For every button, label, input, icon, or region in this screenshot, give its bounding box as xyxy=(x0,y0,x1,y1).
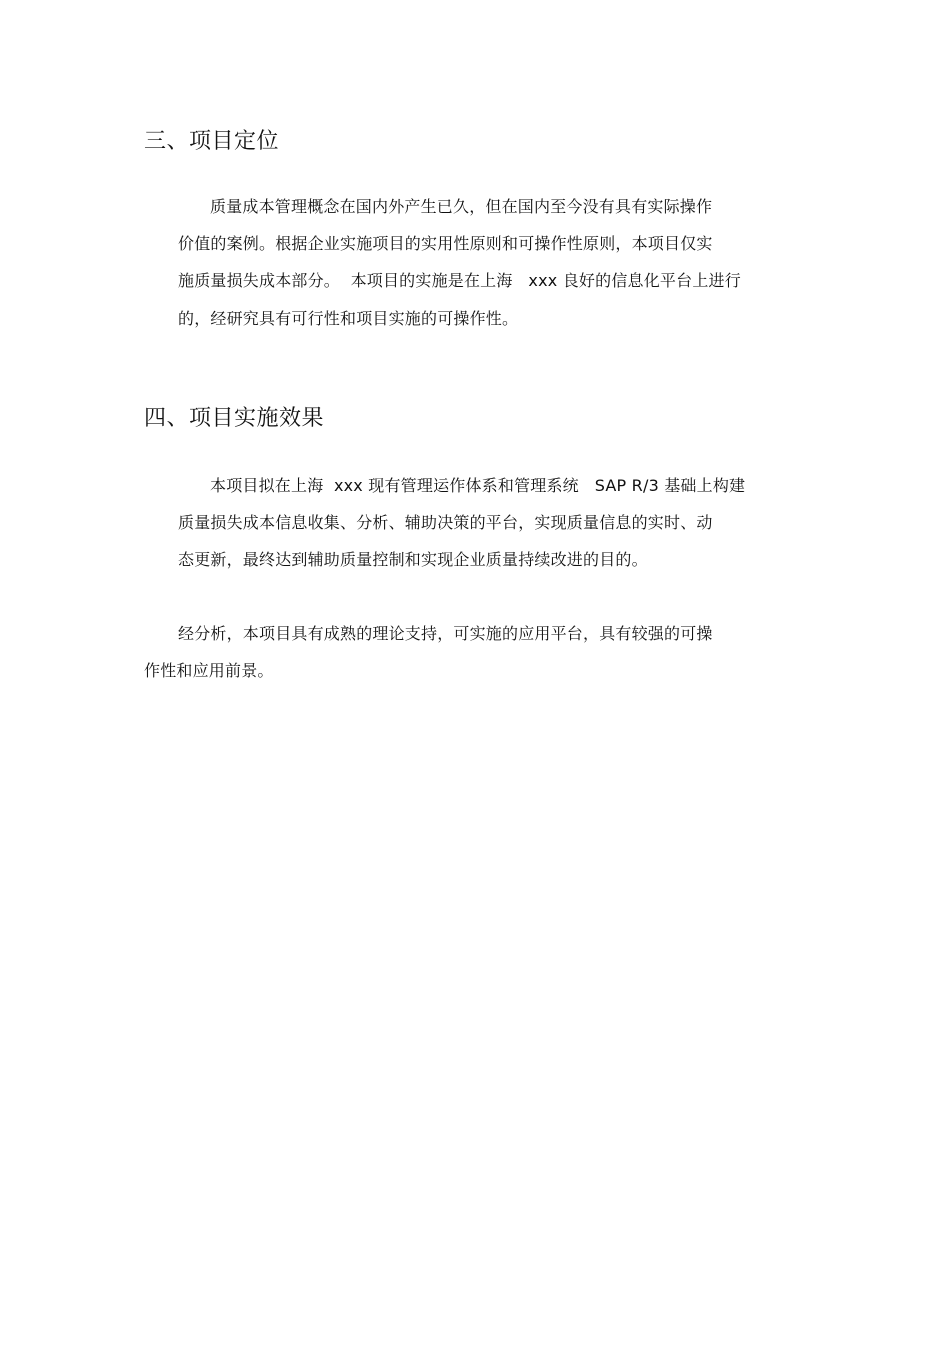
paragraph-line: 经分析，本项目具有成熟的理论支持，可实施的应用平台，具有较强的可操 xyxy=(178,624,713,643)
paragraph-line: 态更新，最终达到辅助质量控制和实现企业质量持续改进的目的。 xyxy=(178,550,648,569)
section-heading-effects: 四、项目实施效果 xyxy=(144,406,325,431)
paragraph-line: 施质量损失成本部分。 本项目的实施是在上海 xxx 良好的信息化平台上进行 xyxy=(178,271,741,290)
paragraph-line: 质量成本管理概念在国内外产生已久，但在国内至今没有具有实际操作 xyxy=(210,197,713,216)
paragraph-line: 本项目拟在上海 xxx 现有管理运作体系和管理系统 SAP R/3 基础上构建 xyxy=(210,476,746,495)
paragraph-line: 作性和应用前景。 xyxy=(144,661,274,680)
paragraph-line: 的，经研究具有可行性和项目实施的可操作性。 xyxy=(178,309,519,328)
paragraph-line: 质量损失成本信息收集、分析、辅助决策的平台，实现质量信息的实时、动 xyxy=(178,513,713,532)
paragraph-line: 价值的案例。根据企业实施项目的实用性原则和可操作性原则，本项目仅实 xyxy=(178,234,713,253)
section-heading-positioning: 三、项目定位 xyxy=(144,129,280,154)
